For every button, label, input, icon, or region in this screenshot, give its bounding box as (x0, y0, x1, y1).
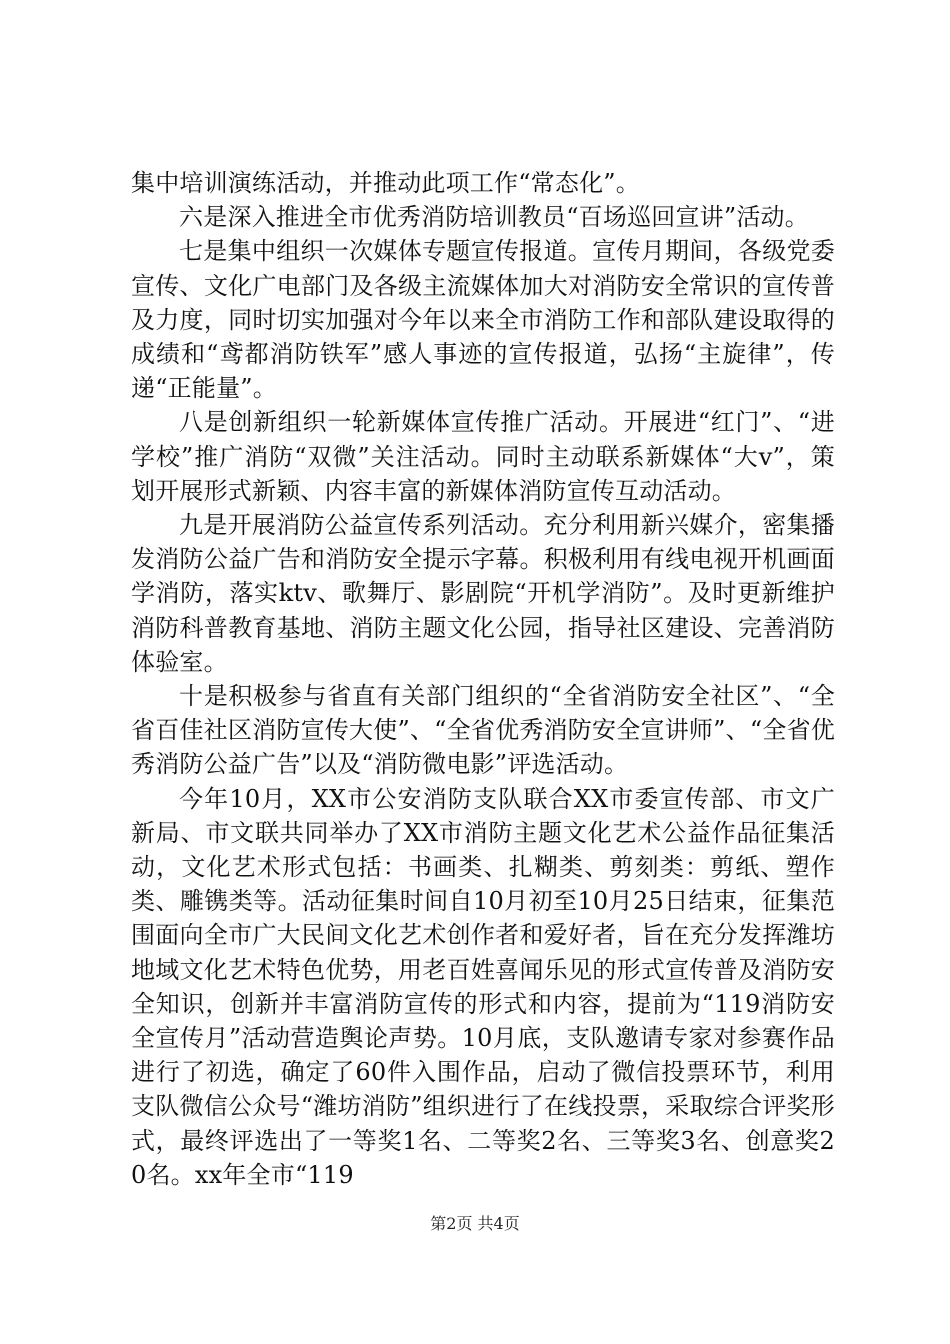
paragraph-item-9: 九是开展消防公益宣传系列活动。充分利用新兴媒介，密集播发消防公益广告和消防安全提示字幕。积极利用有线电视开机画面学消防，落实ktv、歌舞厅、影剧院“开机学消防”。及时更新维护消防科普教育基地、消防主题文化公园，指导社区建设、完善消防体验室。 (131, 511, 835, 676)
paragraph-item-6: 六是深入推进全市优秀消防培训教员“百场巡回宣讲”活动。 (179, 203, 809, 232)
paragraph-item-8: 八是创新组织一轮新媒体宣传推广活动。开展进“红门”、“进学校”推广消防“双微”关注活动。同时主动联系新媒体“大v”，策划开展形式新颖、内容丰富的新媒体消防宣传互动活动。 (131, 408, 835, 505)
document-body (131, 166, 835, 1192)
paragraph-october-activity: 今年10月，XX市公安消防支队联合XX市委宣传部、市文广新局、市文联共同举办了XX市消防主题文化艺术公益作品征集活动，文化艺术形式包括：书画类、扎糊类、剪刻类：剪纸、塑作类、雕镌类等。活动征集时间自10月初至10月25日结束，征集范围面向全市广大民间文化艺术创作者和爱好者，旨在充分发挥潍坊地域文化艺术特色优势，用老百姓喜闻乐见的形式宣传普及消防安全知识，创新并丰富消防宣传的形式和内容，提前为“119消防安全宣传月”活动营造舆论声势。10月底，支队邀请专家对参赛作品进行了初选，确定了60件入围作品，启动了微信投票环节，利用支队微信公众号“潍坊消防”组织进行了在线投票，采取综合评奖形式，最终评选出了一等奖1名、二等奖2名、三等奖3名、创意奖20名。xx年全市“119 (131, 784, 835, 1189)
paragraph-continuation: 集中培训演练活动，并推动此项工作“常态化”。 (131, 169, 640, 197)
paragraph-item-10: 十是积极参与省直有关部门组织的“全省消防安全社区”、“全省百佳社区消防宣传大使”、“全省优秀消防安全宣讲师”、“全省优秀消防公益广告”以及“消防微电影”评选活动。 (131, 682, 835, 779)
page-number-footer: 第2页 共4页 (430, 1214, 520, 1233)
paragraph-item-7: 七是集中组织一次媒体专题宣传报道。宣传月期间，各级党委宣传、文化广电部门及各级主流媒体加大对消防安全常识的宣传普及力度，同时切实加强对今年以来全市消防工作和部队建设取得的成绩和“鸢都消防铁军”感人事迹的宣传报道，弘扬“主旋律”，传递“正能量”。 (131, 237, 835, 403)
